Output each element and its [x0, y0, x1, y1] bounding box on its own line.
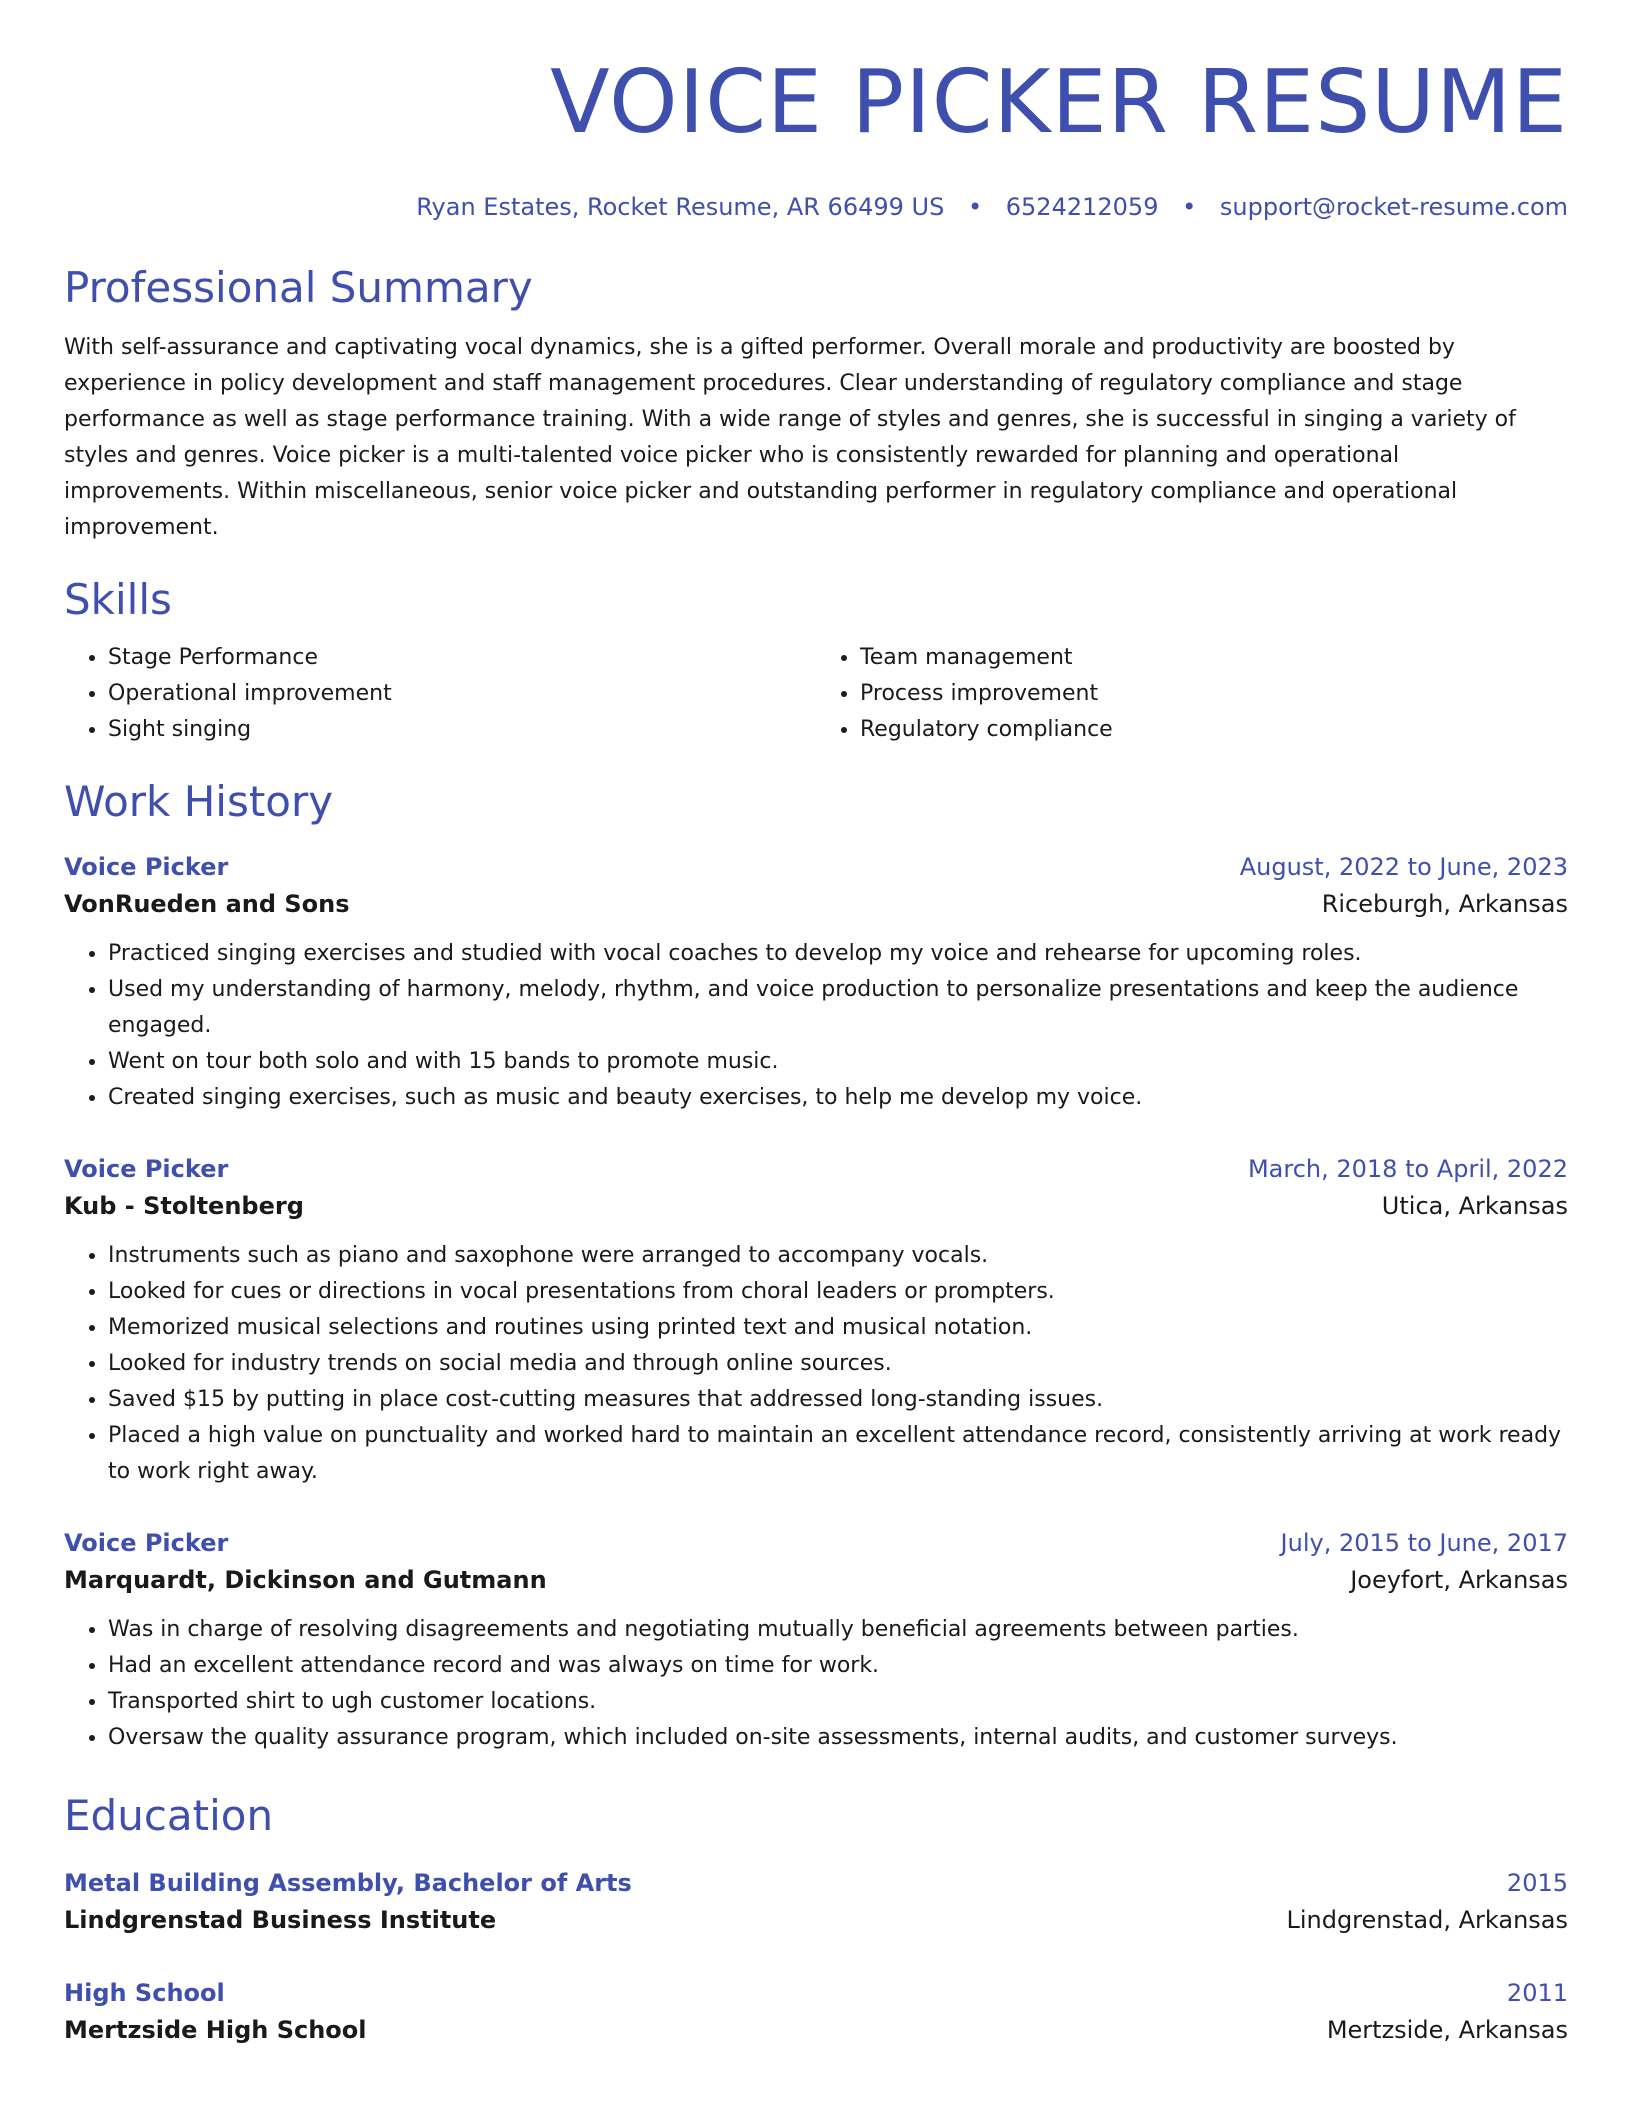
contact-line [64, 192, 1568, 222]
skill-item: • Stage Performance [108, 640, 816, 676]
job-company: Marquardt, Dickinson and Gutmann [64, 1566, 547, 1594]
job-role: Voice Picker [64, 1155, 229, 1183]
job-bullet: • Practiced singing exercises and studied with vocal coaches to develop my voice and rehearse for upcoming roles. [108, 936, 1568, 972]
education-year: 2015 [1506, 1869, 1568, 1897]
job-bullets [64, 1238, 1568, 1490]
job-company: VonRueden and Sons [64, 890, 350, 918]
contact-phone: 6524212059 [1005, 193, 1159, 221]
education-school-row [64, 1900, 1568, 1940]
skills-column-left [64, 640, 816, 748]
job-bullet: • Instruments such as piano and saxophone were arranged to accompany vocals. [108, 1238, 1568, 1274]
job-bullet: • Oversaw the quality assurance program, which included on-site assessments, internal audits, and customer surveys. [108, 1720, 1568, 1756]
skill-item: • Regulatory compliance [860, 712, 1568, 748]
job-role: Voice Picker [64, 853, 229, 881]
education-year: 2011 [1506, 1979, 1568, 2007]
job-dates: August, 2022 to June, 2023 [1239, 853, 1568, 881]
education-entry [64, 1976, 1568, 2050]
education-degree: Metal Building Assembly, Bachelor of Arts [64, 1869, 632, 1897]
skills-column-right [816, 640, 1568, 748]
separator-dot: • [967, 193, 983, 221]
job-bullet: • Used my understanding of harmony, melody, rhythm, and voice production to personalize presentations and keep the audience engaged. [108, 972, 1568, 1044]
education-location: Lindgrenstad, Arkansas [1286, 1906, 1568, 1934]
job-header-row [64, 1526, 1568, 1560]
skill-item: • Sight singing [108, 712, 816, 748]
job-header-row [64, 850, 1568, 884]
skills-heading: Skills [64, 575, 172, 624]
education-school: Lindgrenstad Business Institute [64, 1906, 497, 1934]
job-bullet: • Memorized musical selections and routines using printed text and musical notation. [108, 1310, 1568, 1346]
summary-text: With self-assurance and captivating vocal dynamics, she is a gifted performer. Overall morale and productivity are boosted by experience in policy development and staff management procedures. Clear understanding of regulatory compliance and stage performance as well as stage performance training. With a wide range of styles and genres, she is successful in singing a variety of styles and genres. Voice picker is a multi-talented voice picker who is consistently rewarded for planning and operational improvements. Within miscellaneous, senior voice picker and outstanding performer in regulatory compliance and operational improvement. [64, 335, 1516, 540]
separator-dot: • [1182, 193, 1197, 221]
job-company: Kub - Stoltenberg [64, 1192, 304, 1220]
education-degree: High School [64, 1979, 225, 2007]
contact-email[interactable]: support@rocket-resume.com [1219, 193, 1568, 221]
education-header-row [64, 1866, 1568, 1900]
skills-list [64, 640, 1568, 748]
resume-title: VOICE PICKER RESUME [550, 51, 1568, 153]
job-bullet: • Transported shirt to ugh customer locations. [108, 1684, 1568, 1720]
contact-address: Ryan Estates, Rocket Resume, AR 66499 US [416, 193, 945, 221]
job-bullet: • Had an excellent attendance record and was always on time for work. [108, 1648, 1568, 1684]
job-dates: July, 2015 to June, 2017 [1280, 1529, 1568, 1557]
job-header-row [64, 1152, 1568, 1186]
job-location: Utica, Arkansas [1381, 1192, 1568, 1220]
job-bullet: • Placed a high value on punctuality and worked hard to maintain an excellent attendance record, consistently arriving at work ready to work right away. [108, 1418, 1568, 1490]
job-bullets [64, 936, 1568, 1116]
education-location: Mertzside, Arkansas [1326, 2016, 1568, 2044]
education-header-row [64, 1976, 1568, 2010]
job-bullet: • Created singing exercises, such as music and beauty exercises, to help me develop my voice. [108, 1080, 1568, 1116]
job-bullet: • Was in charge of resolving disagreements and negotiating mutually beneficial agreements between parties. [108, 1612, 1568, 1648]
job-entry [64, 850, 1568, 1116]
education-school: Mertzside High School [64, 2016, 367, 2044]
job-location: Riceburgh, Arkansas [1321, 890, 1568, 918]
job-company-row [64, 1186, 1568, 1226]
job-role: Voice Picker [64, 1529, 229, 1557]
skill-item: • Process improvement [860, 676, 1568, 712]
job-bullet: • Saved $15 by putting in place cost-cutting measures that addressed long-standing issues. [108, 1382, 1568, 1418]
job-bullet: • Went on tour both solo and with 15 bands to promote music. [108, 1044, 1568, 1080]
job-bullets [64, 1612, 1568, 1756]
work-history-heading: Work History [64, 777, 334, 826]
job-entry [64, 1526, 1568, 1756]
job-dates: March, 2018 to April, 2022 [1247, 1155, 1568, 1183]
education-heading: Education [64, 1791, 274, 1840]
job-bullet: • Looked for cues or directions in vocal presentations from choral leaders or prompters. [108, 1274, 1568, 1310]
job-company-row [64, 1560, 1568, 1600]
job-location: Joeyfort, Arkansas [1350, 1566, 1568, 1594]
skill-item: • Team management [860, 640, 1568, 676]
job-entry [64, 1152, 1568, 1490]
education-entry [64, 1866, 1568, 1940]
job-bullet: • Looked for industry trends on social media and through online sources. [108, 1346, 1568, 1382]
job-company-row [64, 884, 1568, 924]
education-school-row [64, 2010, 1568, 2050]
skill-item: • Operational improvement [108, 676, 816, 712]
summary-heading: Professional Summary [64, 263, 533, 312]
